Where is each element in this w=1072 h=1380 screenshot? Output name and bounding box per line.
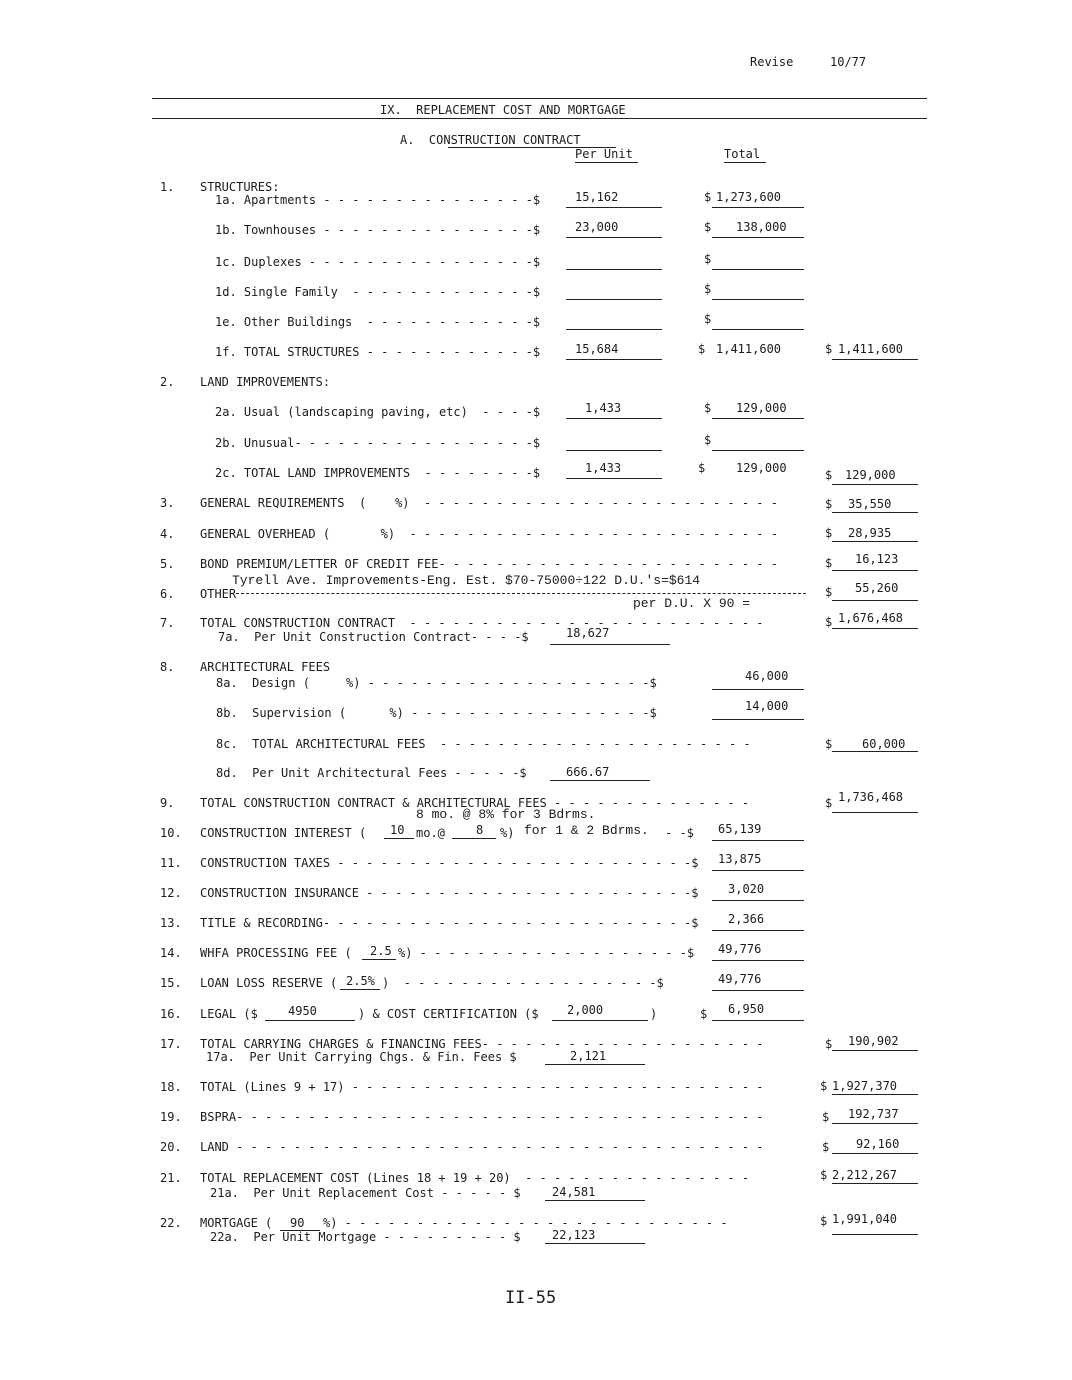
line-label: GENERAL OVERHEAD ( %) - - - - - - - - - - - - - - - - - - - - - - - - - - [200,527,778,541]
line-label: LEGAL ($ [200,1007,258,1021]
line-label: CONSTRUCTION TAXES - - - - - - - - - - - - - - - - - - - - - - - - -$ [200,856,699,870]
line-number: 9. [160,796,175,810]
grand-total-value: 190,902 [848,1034,899,1048]
line-label: 1b. Townhouses - - - - - - - - - - - - - - -$ [215,223,541,237]
line-label: ) [650,1007,658,1021]
line-number: 1. [160,180,175,194]
grand-total-value: 92,160 [856,1137,900,1151]
line-label: GENERAL REQUIREMENTS ( %) - - - - - - - - - - - - - - - - - - - - - - - - - [200,496,778,510]
total-value: 46,000 [745,669,789,683]
line-label: ) & COST CERTIFICATION ($ [358,1007,539,1021]
line-label: LOAN LOSS RESERVE ( [200,976,338,990]
total-value: 65,139 [718,822,762,836]
interest-handwritten-note: for 1 & 2 Bdrms. [524,823,649,838]
line-label: 8d. Per Unit Architectural Fees - - - - -$ [216,766,527,780]
grand-total-value: 35,550 [848,497,892,511]
line-number: 6. [160,587,175,601]
revise-label: Revise [750,55,794,69]
line-label: CONSTRUCTION INSURANCE - - - - - - - - - - - - - - - - - - - - - - -$ [200,886,699,900]
line-number: 7. [160,616,175,630]
line-label: BSPRA- - - - - - - - - - - - - - - - - - - - - - - - - - - - - - - - - - - - - [200,1110,764,1124]
line-number: 21. [160,1171,182,1185]
per-unit-value: 15,684 [575,342,619,356]
grand-total-value: 1,736,468 [838,790,904,804]
total-value: 129,000 [736,401,787,415]
total-value: 49,776 [718,972,762,986]
total-value: 2,366 [728,912,765,926]
grand-total-value: 16,123 [855,552,899,566]
grand-total-value: 1,676,468 [838,611,904,625]
line-label: 1c. Duplexes - - - - - - - - - - - - - - - -$ [215,255,541,269]
line-label: LAND - - - - - - - - - - - - - - - - - - - - - - - - - - - - - - - - - - - - - [200,1140,764,1154]
per-unit-value: 23,000 [575,220,619,234]
line-label: %) [500,826,515,840]
total-value: 49,776 [718,942,762,956]
per-unit-value: 22,123 [552,1228,596,1242]
line-number: 3. [160,496,175,510]
line-label: OTHER [200,587,237,601]
line-number: 17. [160,1037,182,1051]
line-number: 14. [160,946,182,960]
line-label: TOTAL (Lines 9 + 17) - - - - - - - - - - - - - - - - - - - - - - - - - - - - - [200,1080,764,1094]
line-label: 8c. TOTAL ARCHITECTURAL FEES - - - - - - - - - - - - - - - - - - - - - - [216,737,751,751]
line-label: TITLE & RECORDING- - - - - - - - - - - - - - - - - - - - - - - - - -$ [200,916,699,930]
line-label: TOTAL REPLACEMENT COST (Lines 18 + 19 + 20) - - - - - - - - - - - - - - - - [200,1171,750,1185]
line-label: 1d. Single Family - - - - - - - - - - - - -$ [215,285,541,299]
grand-total-value: 1,411,600 [838,342,904,356]
line-label: 1f. TOTAL STRUCTURES - - - - - - - - - - - -$ [215,345,541,359]
line-label: 1e. Other Buildings - - - - - - - - - - - -$ [215,315,541,329]
line-label: 8a. Design ( %) - - - - - - - - - - - - - - - - - - - -$ [216,676,657,690]
section-title: IX. REPLACEMENT COST AND MORTGAGE [380,103,626,117]
per-unit-value: 1,433 [585,401,622,415]
line-label: mo.@ [416,826,445,840]
mortgage-rate: 90 [290,1216,305,1230]
line-number: 13. [160,916,182,930]
interest-rate: 8 [476,823,484,837]
per-unit-value: 18,627 [566,626,610,640]
line-label: %) - - - - - - - - - - - - - - - - - - -$ [398,946,695,960]
fee-rate: 2.5% [346,974,375,988]
top-rule [152,98,927,99]
total-value: 138,000 [736,220,787,234]
line-number: 11. [160,856,182,870]
line-number: 22. [160,1216,182,1230]
line-label: 22a. Per Unit Mortgage - - - - - - - - - $ [210,1230,521,1244]
per-unit-value: 1,433 [585,461,622,475]
grand-total-value: 55,260 [855,581,899,595]
interest-handwritten-note: 8 mo. @ 8% for 3 Bdrms. [416,807,596,822]
grand-total-value: 1,927,370 [832,1079,898,1093]
per-unit-value: 2,121 [570,1049,607,1063]
revision-date: 10/77 [830,55,867,69]
total-dollar: $ [704,190,712,204]
line-label: ) - - - - - - - - - - - - - - - - - -$ [382,976,664,990]
line-number: 18. [160,1080,182,1094]
line-number: 20. [160,1140,182,1154]
page-number: II-55 [505,1288,557,1308]
line-number: 10. [160,826,182,840]
line-label: ARCHITECTURAL FEES [200,660,331,674]
title-rule [152,118,927,119]
line-label: BOND PREMIUM/LETTER OF CREDIT FEE- - - - - - - - - - - - - - - - - - - - - - - - [200,557,778,571]
line-label: 7a. Per Unit Construction Contract- - - -$ [218,630,529,644]
grand-total-value: 1,991,040 [832,1212,898,1226]
grand-total-value: 2,212,267 [832,1168,898,1182]
line-label: 21a. Per Unit Replacement Cost - - - - - $ [210,1186,521,1200]
total-value: 3,020 [728,882,765,896]
line-number: 19. [160,1110,182,1124]
line-label: 8b. Supervision ( %) - - - - - - - - - - - - - - - - -$ [216,706,657,720]
total-value: 1,273,600 [716,190,782,204]
line-label: TOTAL CONSTRUCTION CONTRACT - - - - - - - - - - - - - - - - - - - - - - - - - [200,616,764,630]
per-unit-value: 15,162 [575,190,619,204]
other-handwritten-note: per D.U. X 90 = [633,596,751,611]
line-label: 2a. Usual (landscaping paving, etc) - - - -$ [215,405,541,419]
line-label: %) - - - - - - - - - - - - - - - - - - - - - - - - - - - [323,1216,728,1230]
legal-amount: 4950 [288,1004,317,1018]
line-label: MORTGAGE ( [200,1216,273,1230]
other-handwritten-note: Tyrell Ave. Improvements-Eng. Est. $70-75000÷122 D.U.'s=$614 [232,573,701,588]
line-label: CONSTRUCTION INTEREST ( [200,826,367,840]
line-number: 4. [160,527,175,541]
grand-total-value: 60,000 [862,737,906,751]
per-unit-value: 666.67 [566,765,610,779]
total-value: 13,875 [718,852,762,866]
interest-months: 10 [390,823,405,837]
total-value: 6,950 [728,1002,765,1016]
line-label: 2b. Unusual- - - - - - - - - - - - - - - - -$ [215,436,541,450]
line-label: LAND IMPROVEMENTS: [200,375,331,389]
total-value: 14,000 [745,699,789,713]
line-number: 16. [160,1007,182,1021]
line-label: STRUCTURES: [200,180,280,194]
line-label: WHFA PROCESSING FEE ( [200,946,352,960]
per-unit-value: 24,581 [552,1185,596,1199]
line-number: 12. [160,886,182,900]
total-value: 129,000 [736,461,787,475]
line-label: TOTAL CARRYING CHARGES & FINANCING FEES- - - - - - - - - - - - - - - - - - - - [200,1037,764,1051]
line-number: 2. [160,375,175,389]
line-label: TOTAL CONSTRUCTION CONTRACT & ARCHITECTURAL FEES - - - - - - - - - - - - - - [200,796,750,810]
grand-total-value: 28,935 [848,526,892,540]
grand-total-value: 192,737 [848,1107,899,1121]
section-subtitle: A. CONSTRUCTION CONTRACT [400,133,581,147]
cost-certification-amount: 2,000 [567,1003,604,1017]
grand-total-value: 129,000 [845,468,896,482]
line-label: 17a. Per Unit Carrying Chgs. & Fin. Fees $ [206,1050,517,1064]
col-header-total: Total [724,147,761,161]
line-label: 2c. TOTAL LAND IMPROVEMENTS - - - - - - - -$ [215,466,541,480]
line-number: 5. [160,557,175,571]
fee-rate: 2.5 [370,944,392,958]
line-number: 8. [160,660,175,674]
total-value: 1,411,600 [716,342,782,356]
line-label: 1a. Apartments - - - - - - - - - - - - - - -$ [215,193,541,207]
line-number: 15. [160,976,182,990]
col-header-per-unit: Per Unit [575,147,633,161]
